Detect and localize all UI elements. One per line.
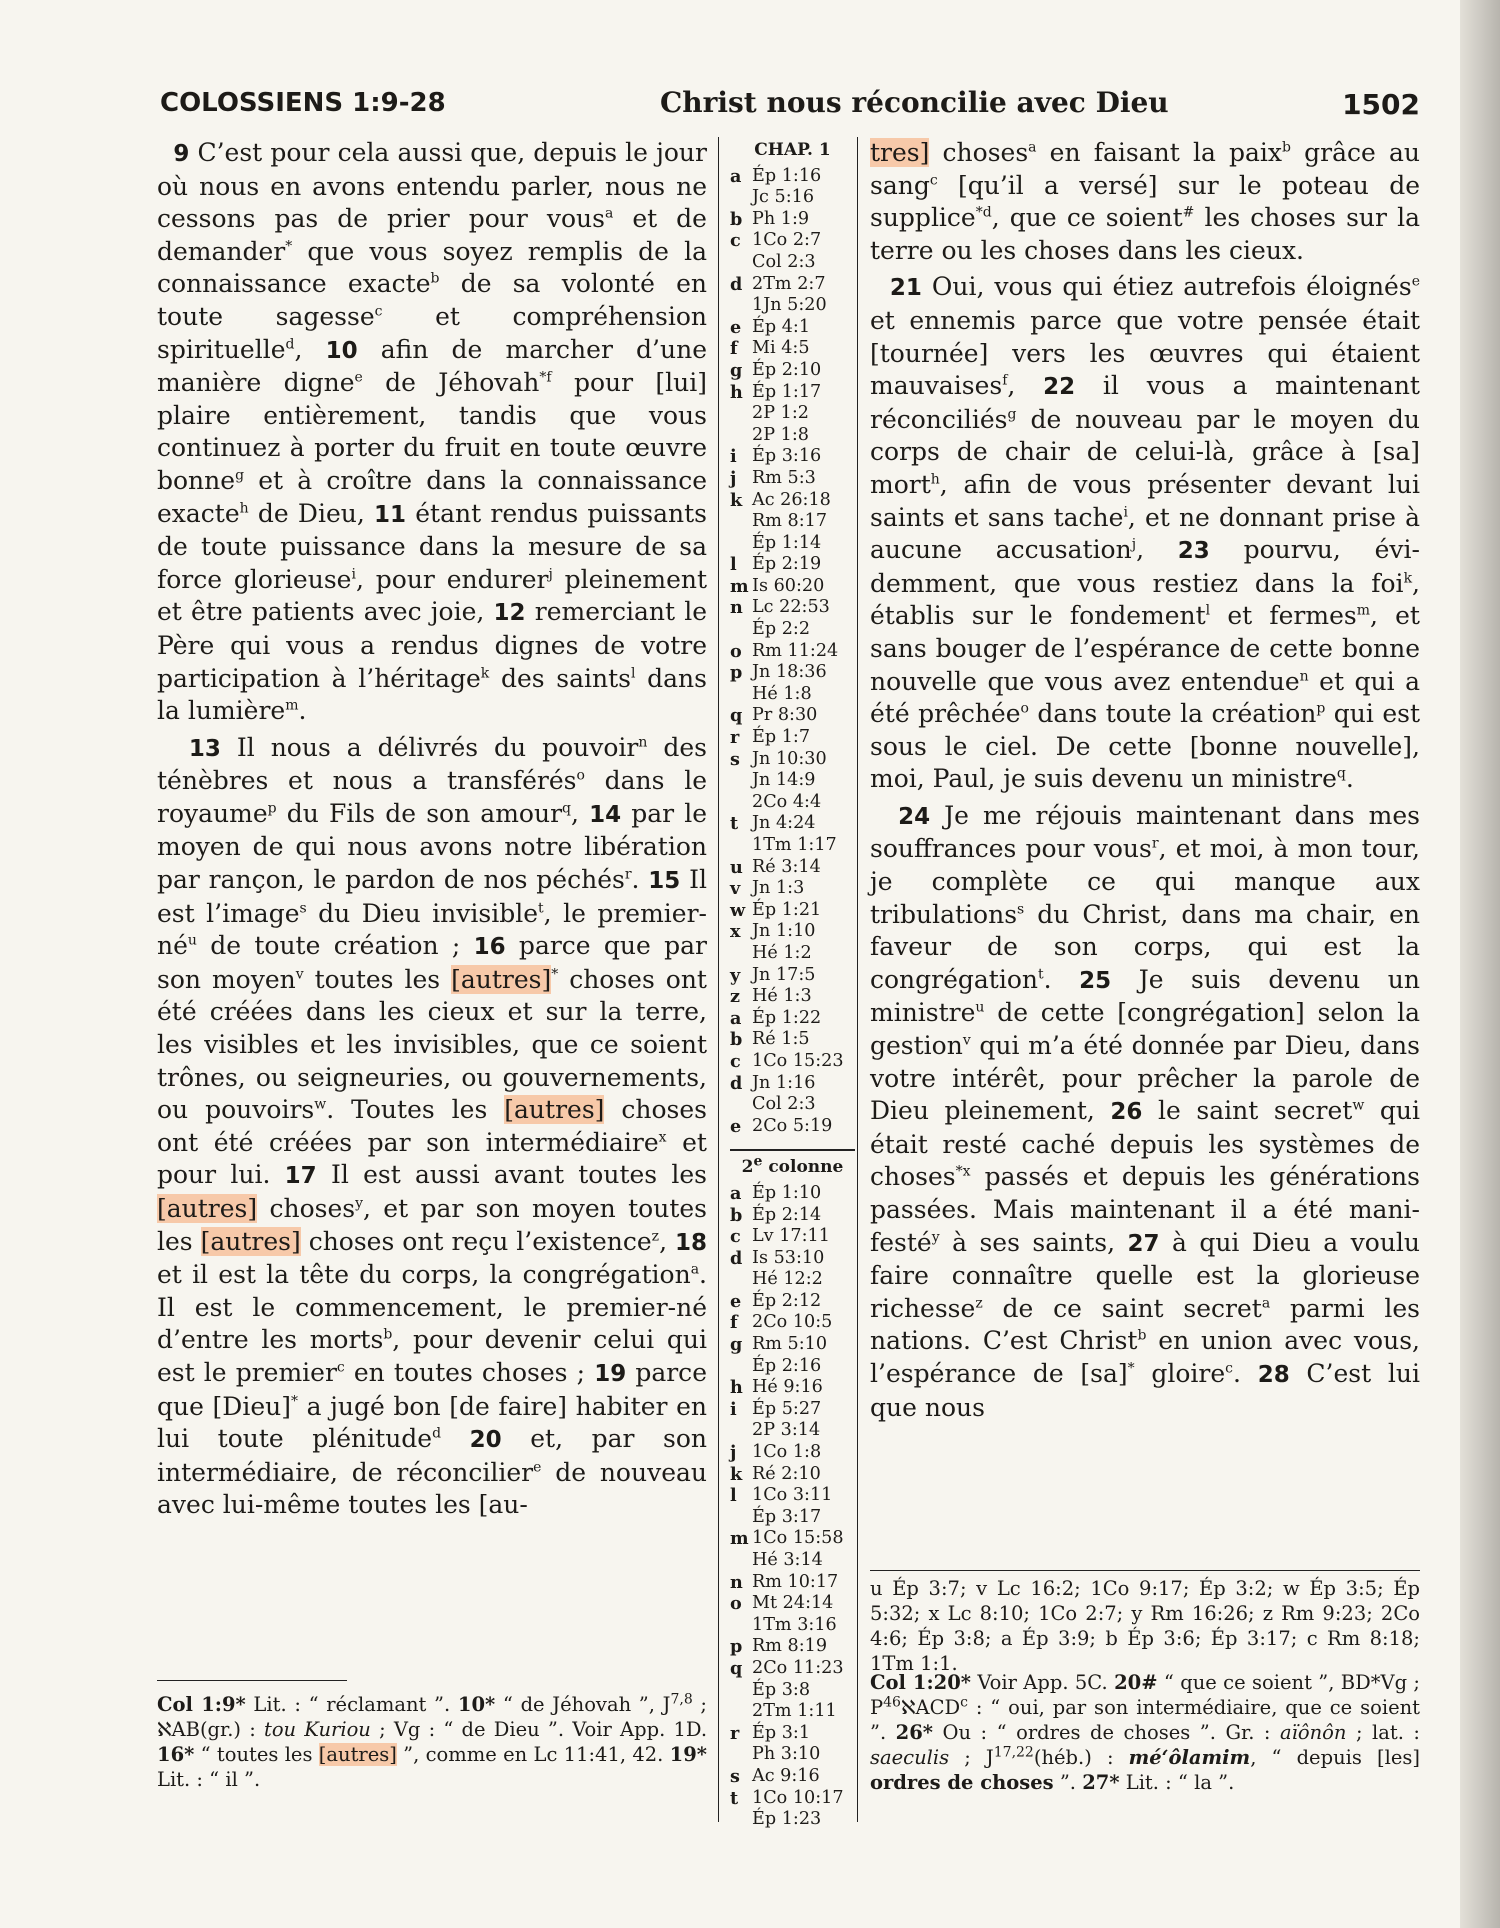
cross-ref-row — [730, 230, 855, 252]
cross-ref-citation: Col 2:3 — [752, 1094, 816, 1115]
paragraph-v20-cont: tres] choses$^a$ en faisant la paix$^b$ grâce au sang$^c$ [qu’il a versé] sur le poteau de supplice$^{*d}$, que ce soient# les choses sur la terre ou les choses dans les cieux. — [870, 138, 1421, 265]
cross-ref-letter: r — [730, 727, 740, 749]
cross-ref-row — [730, 943, 855, 965]
footnote-left: Col 1:9* Lit. : “ réclamant ”. 10* “ de Jéhovah ”, J$^{7,8}$ ; ℵAB(gr.) : tou Kuriou ; Vg : “ de Dieu ”. Voir App. 1D. 16* “ toutes les [autres] ”, comme en Lc 11:41, 42. 19* Lit. : “ il ”. — [157, 1691, 708, 1791]
cross-ref-letter — [730, 533, 752, 555]
cross-ref-row — [730, 1593, 855, 1615]
verse-number: 25 — [1079, 967, 1112, 994]
cross-ref-letter: c — [730, 1226, 741, 1248]
cross-ref-row — [730, 1377, 855, 1399]
cross-ref-letter: m — [730, 575, 749, 597]
cross-ref-letter: s — [730, 748, 740, 770]
cross-ref-citation: Rm 8:19 — [752, 1636, 828, 1657]
cross-ref-letter — [730, 1420, 752, 1442]
verse-number: 19 — [594, 1360, 627, 1387]
paragraph-v24: 24 Je me réjouis maintenant dans mes souffrances pour vous$^r$, et moi, à mon tour, je complète ce qui manque aux tribulations$^s$ du Christ, dans ma chair, en faveur de son corps, qui est la congrégation$^t$. 25 Je suis devenu un ministre$^u$ de cette [congrégation] selon la gestion$^v$ qui m’a été donnée par Dieu, dans votre intérêt, pour prêcher la parole de Dieu pleinement, 26 le saint secret$^w$ qui était resté caché depuis les systèmes de choses$^{*x}$ passés et depuis les générations passées. Mais maintenant il a été manifesté$^y$ à ses saints, 27 à qui Dieu a voulu faire connaître quelle est la glorieuse richesse$^z$ de ce saint secret$^a$ parmi les nations. C’est Christ$^b$ en union avec vous, l’espérance de [sa]* gloire$^c$. 28 C’est lui que nous — [870, 800, 1421, 1422]
cross-ref-citation: Col 2:3 — [752, 251, 816, 272]
cross-ref-citation: 2Co 5:19 — [752, 1115, 833, 1136]
cross-ref-row — [730, 1334, 855, 1356]
paragraph-v13: 13 Il nous a délivrés du pouvoir$^n$ des ténèbres et nous a transférés$^o$ dans le royaume$^p$ du Fils de son amour$^q$, 14 par le moyen de qui nous avons notre libération par rançon, le pardon de nos péchés$^r$. 15 Il est l’image$^s$ du Dieu invisible$^t$, le premier-$né^u$ de toute création ; 16 parce que par son moyen$^v$ toutes les [autres]* choses ont été créées dans les cieux et sur la terre, les visibles et les invisibles, que ce soient trônes, ou seigneuries, ou gouvernements, ou pouvoirs$^w$. Toutes les [autres] choses ont été créées par son intermédiaire$^x$ et pour lui. 17 Il est aussi avant toutes les [autres] choses$^y$, et par son moyen toutes les [autres] choses ont reçu l’existence$^z$, 18 et il est la tête du corps, la congrégation$^a$. Il est le commencement, le premier-né d’entre les morts$^b$, pour devenir celui qui est le premier$^c$ en toutes choses ; 19 parce que [Dieu]* a jugé bon [de faire] habiter en lui toute plénitude$^d$ 20 et, par son intermédiaire, de réconcilier$^e$ de nouveau avec lui-même toutes les [au- — [157, 732, 708, 1520]
cross-ref-letter: b — [730, 1029, 743, 1051]
cross-ref-row — [730, 1356, 855, 1378]
cross-references — [730, 140, 855, 1831]
cross-ref-citation: Ép 2:10 — [752, 359, 822, 380]
cross-ref-row — [730, 1809, 855, 1831]
cross-ref-citation: Hé 3:14 — [752, 1550, 823, 1570]
cross-ref-row — [730, 1723, 855, 1745]
cross-ref-citation: 1Co 1:8 — [752, 1442, 822, 1463]
cross-ref-letter: m — [730, 1528, 749, 1550]
footnote-right: Col 1:20* Voir App. 5C. 20# “ que ce soient ”, BD*Vg ; $P^{46}ℵACD^c$ : “ oui, par son intermédiaire, que ce soient ”. 26* Ou : “ ordres de choses ”. Gr. : aïônôn ; lat. : saeculis ; J$^{17,22}$(héb.) : mé‘ôlamim, “ depuis [les] ordres de choses ”. 27* Lit. : “ la ”. — [870, 1671, 1420, 1794]
cross-ref-letter: n — [730, 1571, 743, 1593]
cross-ref-row — [730, 662, 855, 684]
cross-ref-row — [730, 857, 855, 879]
cross-ref-letter — [730, 1744, 752, 1766]
cross-ref-row — [730, 511, 855, 533]
cross-ref-citation: Ép 1:16 — [752, 165, 822, 186]
cross-ref-row — [730, 490, 855, 512]
highlight: [autres] — [200, 1226, 301, 1256]
cross-ref-row — [730, 900, 855, 922]
cross-ref-citation: Ép 1:21 — [752, 899, 822, 920]
cross-ref-citation: 1Jn 5:20 — [752, 295, 827, 316]
cross-ref-citation: Rm 10:17 — [752, 1571, 839, 1592]
cross-ref-row — [730, 1485, 855, 1507]
cross-ref-citation: Ép 1:14 — [752, 532, 822, 553]
cross-ref-letter — [730, 1680, 752, 1702]
cross-ref-letter: c — [730, 1050, 741, 1072]
cross-ref-citation: Ép 2:16 — [752, 1355, 822, 1376]
cross-ref-letter — [730, 943, 752, 965]
cross-ref-row — [730, 619, 855, 641]
verse-number: 10 — [325, 337, 358, 364]
footnote-rule-left — [157, 1680, 347, 1681]
cross-ref-row — [730, 1744, 855, 1766]
cross-ref-citation: Jn 18:36 — [752, 662, 827, 683]
cross-ref-row — [730, 468, 855, 490]
verse-number: 28 — [1257, 1361, 1290, 1388]
cross-ref-citation: Ph 1:9 — [752, 208, 810, 229]
cross-ref-citation: Ép 5:27 — [752, 1398, 822, 1419]
cross-ref-letter: y — [730, 964, 741, 986]
cross-ref-letter: l — [730, 1485, 737, 1507]
cross-ref-citation: Ép 1:17 — [752, 381, 822, 402]
cross-ref-row — [730, 576, 855, 598]
cross-ref-citation: 2Tm 1:11 — [752, 1701, 837, 1722]
cross-ref-letter — [730, 1550, 752, 1572]
verse-number: 26 — [1110, 1099, 1143, 1126]
verse-number: 18 — [674, 1229, 707, 1256]
cross-ref-row — [730, 705, 855, 727]
verse-number: 20 — [469, 1427, 502, 1454]
cross-ref-citation: Pr 8:30 — [752, 705, 818, 726]
cross-ref-row — [730, 554, 855, 576]
cross-ref-row — [730, 1636, 855, 1658]
cross-ref-row — [730, 360, 855, 382]
cross-ref-letter: t — [730, 1787, 739, 1809]
cross-ref-row — [730, 1312, 855, 1334]
cross-ref-letter — [730, 1809, 752, 1831]
verse-number: 12 — [493, 600, 526, 627]
cross-ref-citation: Ac 9:16 — [752, 1765, 820, 1786]
cross-ref-row — [730, 1226, 855, 1248]
cross-ref-row — [730, 533, 855, 555]
cross-ref-letter: f — [730, 338, 738, 360]
cross-ref-citation: 1Tm 3:16 — [752, 1614, 837, 1635]
cross-ref-row — [730, 166, 855, 188]
cross-ref-letter: d — [730, 1072, 743, 1094]
cross-ref-citation: 2P 1:8 — [752, 424, 809, 445]
second-column-refs-list — [730, 1183, 855, 1831]
cross-ref-letter: j — [730, 467, 737, 489]
cross-ref-row — [730, 727, 855, 749]
verse-number: 17 — [284, 1163, 317, 1190]
cross-ref-letter: v — [730, 878, 741, 900]
cross-ref-citation: Ép 2:14 — [752, 1204, 822, 1225]
cross-ref-letter: k — [730, 489, 743, 511]
cross-ref-letter: s — [730, 1765, 740, 1787]
cross-ref-letter: x — [730, 921, 741, 943]
cross-ref-citation: Jn 17:5 — [752, 964, 816, 985]
cross-ref-letter: q — [730, 705, 743, 727]
cross-ref-row — [730, 403, 855, 425]
cross-ref-citation: Ép 2:2 — [752, 619, 811, 640]
cross-ref-letter: u — [730, 856, 743, 878]
cross-ref-row — [730, 1008, 855, 1030]
cross-ref-citation: 2P 3:14 — [752, 1420, 821, 1441]
cross-ref-citation: Rm 8:17 — [752, 511, 828, 532]
cross-ref-citation: Hé 1:8 — [752, 683, 812, 704]
cross-ref-citation: Ép 3:17 — [752, 1506, 822, 1527]
second-column-heading: 2e colonne — [741, 1153, 844, 1178]
cross-ref-citation: Jn 14:9 — [752, 770, 816, 791]
cross-ref-letter — [730, 1701, 752, 1723]
cross-ref-letter: n — [730, 597, 743, 619]
verse-number: 21 — [889, 275, 922, 302]
cross-ref-citation: Ré 3:14 — [752, 856, 821, 877]
paragraph-v9: 9 C’est pour cela aussi que, depuis le jour où nous en avons entendu parler, nous ne cessons pas de prier pour vous$^a$ et de demander* que vous soyez remplis de la connaissance exacte$^b$ de sa volonté en toute sagesse$^c$ et compréhension spirituelle$^d$, 10 afin de marcher d’une manière digne$^e$ de Jéhovah$^{*f}$ pour [lui] plaire entièrement, tandis que vous continuez à porter du fruit en toute œuvre bonne$^g$ et à croître dans la connaissance exacte$^h$ de Dieu, 11 étant rendus puissants de toute puissance dans la mesure de sa force glorieuse$^i$, pour endurer$^j$ pleinement et être patients avec joie, 12 remerciant le Père qui vous a rendus dignes de votre participation à l’héritage$^k$ des saints$^l$ dans la lumière$^m$. — [157, 138, 708, 726]
cross-ref-citation: Ép 1:10 — [752, 1182, 822, 1203]
cross-ref-row — [730, 1507, 855, 1529]
cross-ref-row — [730, 1183, 855, 1205]
cross-ref-citation: Jc 5:16 — [752, 187, 815, 208]
refs-footnote-right: u Ép 3:7; v Lc 16:2; 1Co 9:17; Ép 3:2; w Ép 3:5; Ép 5:32; x Lc 8:10; 1Co 2:7; y Rm 16:26; z Rm 9:23; 2Co 4:6; Ép 3:8; a Ép 3:9; b Ép 3:6; Ép 3:17; c Rm 8:18; 1Tm 1:1. — [870, 1577, 1420, 1675]
cross-ref-row — [730, 684, 855, 706]
cross-ref-citation: Ré 1:5 — [752, 1029, 810, 1050]
cross-ref-citation: 2Co 10:5 — [752, 1312, 833, 1333]
cross-ref-citation: 1Tm 1:17 — [752, 835, 837, 855]
book-reference: COLOSSIENS 1:9-28 — [160, 88, 446, 118]
cross-ref-letter: r — [730, 1722, 740, 1744]
cross-ref-letter — [730, 1269, 752, 1291]
verse-number: 27 — [1127, 1230, 1160, 1257]
highlight: [autres] — [157, 1194, 258, 1223]
cross-ref-citation: 1Co 10:17 — [752, 1787, 844, 1808]
verse-number: 13 — [188, 735, 221, 762]
cross-ref-citation: Ép 1:23 — [752, 1809, 822, 1830]
cross-ref-letter — [730, 403, 752, 425]
cross-ref-letter — [730, 770, 752, 792]
cross-ref-citation: Ép 2:19 — [752, 554, 822, 575]
book-spine-edge — [1460, 0, 1500, 1928]
cross-ref-citation: Rm 5:3 — [752, 467, 816, 488]
cross-ref-row — [730, 1029, 855, 1051]
verse-number: 14 — [589, 801, 622, 828]
cross-ref-letter — [730, 835, 752, 857]
cross-ref-row — [730, 835, 855, 857]
cross-ref-row — [730, 1788, 855, 1810]
cross-ref-letter: e — [730, 1115, 742, 1137]
cross-ref-citation: Ré 2:10 — [752, 1463, 821, 1484]
highlight: tres] — [870, 138, 930, 167]
cross-ref-row — [730, 338, 855, 360]
cross-ref-citation: Rm 11:24 — [752, 640, 839, 661]
cross-ref-citation: Hé 12:2 — [752, 1269, 823, 1290]
cross-ref-citation: Ép 2:12 — [752, 1290, 822, 1311]
cross-ref-letter — [730, 187, 752, 209]
cross-ref-letter: l — [730, 554, 737, 576]
cross-ref-letter: k — [730, 1463, 743, 1485]
cross-ref-row — [730, 1291, 855, 1313]
cross-ref-row — [730, 1701, 855, 1723]
cross-ref-letter: e — [730, 1290, 742, 1312]
cross-ref-citation: Lc 22:53 — [752, 597, 830, 618]
cross-ref-row — [730, 187, 855, 209]
cross-ref-row — [730, 1680, 855, 1702]
cross-ref-citation: Ép 1:22 — [752, 1007, 822, 1028]
cross-ref-citation: 2P 1:2 — [752, 403, 809, 424]
cross-ref-citation: 2Co 11:23 — [752, 1657, 844, 1678]
cross-ref-row — [730, 274, 855, 296]
cross-ref-citation: Hé 1:2 — [752, 942, 812, 963]
cross-ref-letter: f — [730, 1312, 738, 1334]
verse-number: 22 — [1043, 374, 1076, 401]
page-number: 1502 — [1342, 88, 1420, 121]
cross-ref-letter: w — [730, 899, 746, 921]
cross-ref-citation: Is 53:10 — [752, 1247, 825, 1268]
text-column-right — [870, 137, 1420, 1424]
cross-ref-citation: 2Tm 2:7 — [752, 273, 826, 294]
cross-ref-citation: 1Co 15:23 — [752, 1050, 844, 1071]
cross-ref-row — [730, 1420, 855, 1442]
verse-number: 16 — [473, 934, 506, 961]
footnote-rule-right — [870, 1570, 1420, 1571]
cross-ref-letter: h — [730, 381, 743, 403]
cross-ref-letter: j — [730, 1442, 737, 1464]
page-header — [160, 88, 1420, 128]
text-column-left — [157, 137, 707, 1522]
cross-ref-letter — [730, 295, 752, 317]
cross-ref-row — [730, 1615, 855, 1637]
cross-ref-citation: Hé 9:16 — [752, 1377, 823, 1398]
cross-ref-row — [730, 1766, 855, 1788]
cross-ref-row — [730, 1399, 855, 1421]
cross-ref-letter — [730, 252, 752, 274]
cross-ref-row — [730, 1464, 855, 1486]
cross-ref-citation: Hé 1:3 — [752, 986, 812, 1007]
cross-ref-letter: h — [730, 1377, 743, 1399]
cross-ref-citation: Jn 1:3 — [752, 878, 805, 899]
cross-ref-letter — [730, 684, 752, 706]
cross-ref-citation: Ép 4:1 — [752, 316, 811, 337]
cross-ref-citation: Rm 5:10 — [752, 1334, 828, 1355]
cross-ref-row — [730, 1550, 855, 1572]
cross-ref-citation: Ép 3:16 — [752, 446, 822, 467]
cross-ref-row — [730, 921, 855, 943]
cross-ref-letter: p — [730, 662, 743, 684]
cross-ref-row — [730, 252, 855, 274]
cross-ref-row — [730, 641, 855, 663]
chapter-heading: CHAP. 1 — [754, 140, 831, 160]
cross-ref-row — [730, 878, 855, 900]
cross-ref-citation: Jn 1:16 — [752, 1072, 816, 1093]
cross-ref-letter: t — [730, 813, 739, 835]
cross-ref-row — [730, 425, 855, 447]
cross-ref-citation: 1Co 3:11 — [752, 1485, 833, 1506]
cross-ref-citation: Lv 17:11 — [752, 1226, 830, 1247]
cross-ref-row — [730, 813, 855, 835]
cross-ref-row — [730, 1658, 855, 1680]
cross-ref-row — [730, 382, 855, 404]
cross-ref-row — [730, 1269, 855, 1291]
highlight: [autres] — [451, 964, 552, 994]
verse-number: 23 — [1177, 538, 1210, 565]
cross-ref-letter: d — [730, 1247, 743, 1269]
cross-ref-letter: g — [730, 1334, 743, 1356]
cross-ref-letter: o — [730, 1593, 742, 1615]
center-rule-right — [857, 137, 858, 1822]
cross-ref-letter — [730, 792, 752, 814]
cross-ref-letter: i — [730, 1398, 737, 1420]
cross-ref-letter — [730, 619, 752, 641]
cross-ref-row — [730, 986, 855, 1008]
cross-ref-citation: Jn 1:10 — [752, 921, 816, 942]
cross-ref-row — [730, 749, 855, 771]
center-rule-left — [718, 137, 719, 1822]
cross-ref-row — [730, 1073, 855, 1095]
cross-ref-letter: e — [730, 316, 742, 338]
cross-ref-letter: a — [730, 1007, 742, 1029]
cross-ref-letter — [730, 511, 752, 533]
cross-ref-letter: i — [730, 446, 737, 468]
cross-ref-letter: a — [730, 165, 742, 187]
cross-ref-letter — [730, 425, 752, 447]
cross-ref-citation: Mi 4:5 — [752, 338, 810, 359]
highlight: [autres] — [318, 1743, 397, 1766]
cross-ref-letter — [730, 1507, 752, 1529]
cross-ref-row — [730, 792, 855, 814]
verse-number: 24 — [898, 803, 931, 830]
cross-ref-letter: b — [730, 208, 743, 230]
cross-ref-row — [730, 209, 855, 231]
cross-ref-letter: b — [730, 1204, 743, 1226]
cross-ref-letter: q — [730, 1657, 743, 1679]
paragraph-v21: 21 Oui, vous qui étiez autrefois éloignés$^e$ et ennemis parce que votre pensée était [tournée] vers les œuvres qui étaient mauvaises$^f$, 22 il vous a maintenant réconciliés$^g$ de nouveau par le moyen du corps de chair de celui-là, grâce à [sa] mort$^h$, afin de vous présenter devant lui saints et sans tache$^i$, et ne donnant prise à aucune accusation$^j$, 23 pourvu, évidemment, que vous restiez dans la foi$^k$, établis sur le fondement$^l$ et fermes$^m$, et sans bouger de l’espérance de cette bonne nouvelle que vous avez entendue$^n$ et qui a été prêchée$^o$ dans toute la création$^p$ qui est sous le ciel. De cette [bonne nouvelle], moi, Paul, je suis devenu un ministre$^q$. — [870, 272, 1421, 794]
cross-ref-letter: z — [730, 986, 740, 1008]
cross-ref-row — [730, 446, 855, 468]
cross-ref-row — [730, 770, 855, 792]
cross-ref-letter: o — [730, 640, 742, 662]
cross-ref-row — [730, 1572, 855, 1594]
highlight: [autres] — [504, 1095, 605, 1125]
cross-ref-letter: a — [730, 1182, 742, 1204]
cross-ref-citation: Mt 24:14 — [752, 1593, 834, 1614]
cross-ref-citation: 1Co 2:7 — [752, 230, 822, 251]
cross-ref-citation: Ph 3:10 — [752, 1744, 821, 1765]
refs-separator — [730, 1149, 855, 1151]
cross-ref-letter: g — [730, 359, 743, 381]
cross-ref-citation: Jn 4:24 — [752, 813, 816, 834]
cross-ref-row — [730, 317, 855, 339]
cross-ref-letter: d — [730, 273, 743, 295]
cross-ref-letter — [730, 1094, 752, 1116]
cross-ref-letter: c — [730, 230, 741, 252]
cross-ref-row — [730, 597, 855, 619]
cross-ref-citation: Jn 10:30 — [752, 748, 827, 769]
cross-ref-citation: Ép 3:8 — [752, 1679, 811, 1700]
cross-ref-row — [730, 295, 855, 317]
cross-ref-row — [730, 1442, 855, 1464]
cross-ref-row — [730, 1051, 855, 1073]
cross-ref-citation: 1Co 15:58 — [752, 1528, 844, 1549]
cross-ref-row — [730, 1205, 855, 1227]
cross-ref-citation: Ép 3:1 — [752, 1722, 811, 1743]
verse-number: 15 — [648, 868, 681, 895]
cross-ref-row — [730, 1528, 855, 1550]
cross-ref-letter — [730, 1356, 752, 1378]
cross-ref-row — [730, 1094, 855, 1116]
cross-ref-letter — [730, 1615, 752, 1637]
chapter-refs-list — [730, 166, 855, 1138]
verse-number: 9 — [173, 141, 190, 167]
cross-ref-row — [730, 965, 855, 987]
cross-ref-letter: p — [730, 1636, 743, 1658]
cross-ref-row — [730, 1116, 855, 1138]
cross-ref-citation: Is 60:20 — [752, 575, 825, 596]
cross-ref-citation: Ac 26:18 — [752, 489, 831, 510]
running-title: Christ nous réconcilie avec Dieu — [660, 86, 1169, 119]
verse-number: 11 — [374, 501, 407, 528]
cross-ref-citation: 2Co 4:4 — [752, 791, 822, 812]
cross-ref-citation: Ép 1:7 — [752, 727, 811, 748]
cross-ref-row — [730, 1248, 855, 1270]
